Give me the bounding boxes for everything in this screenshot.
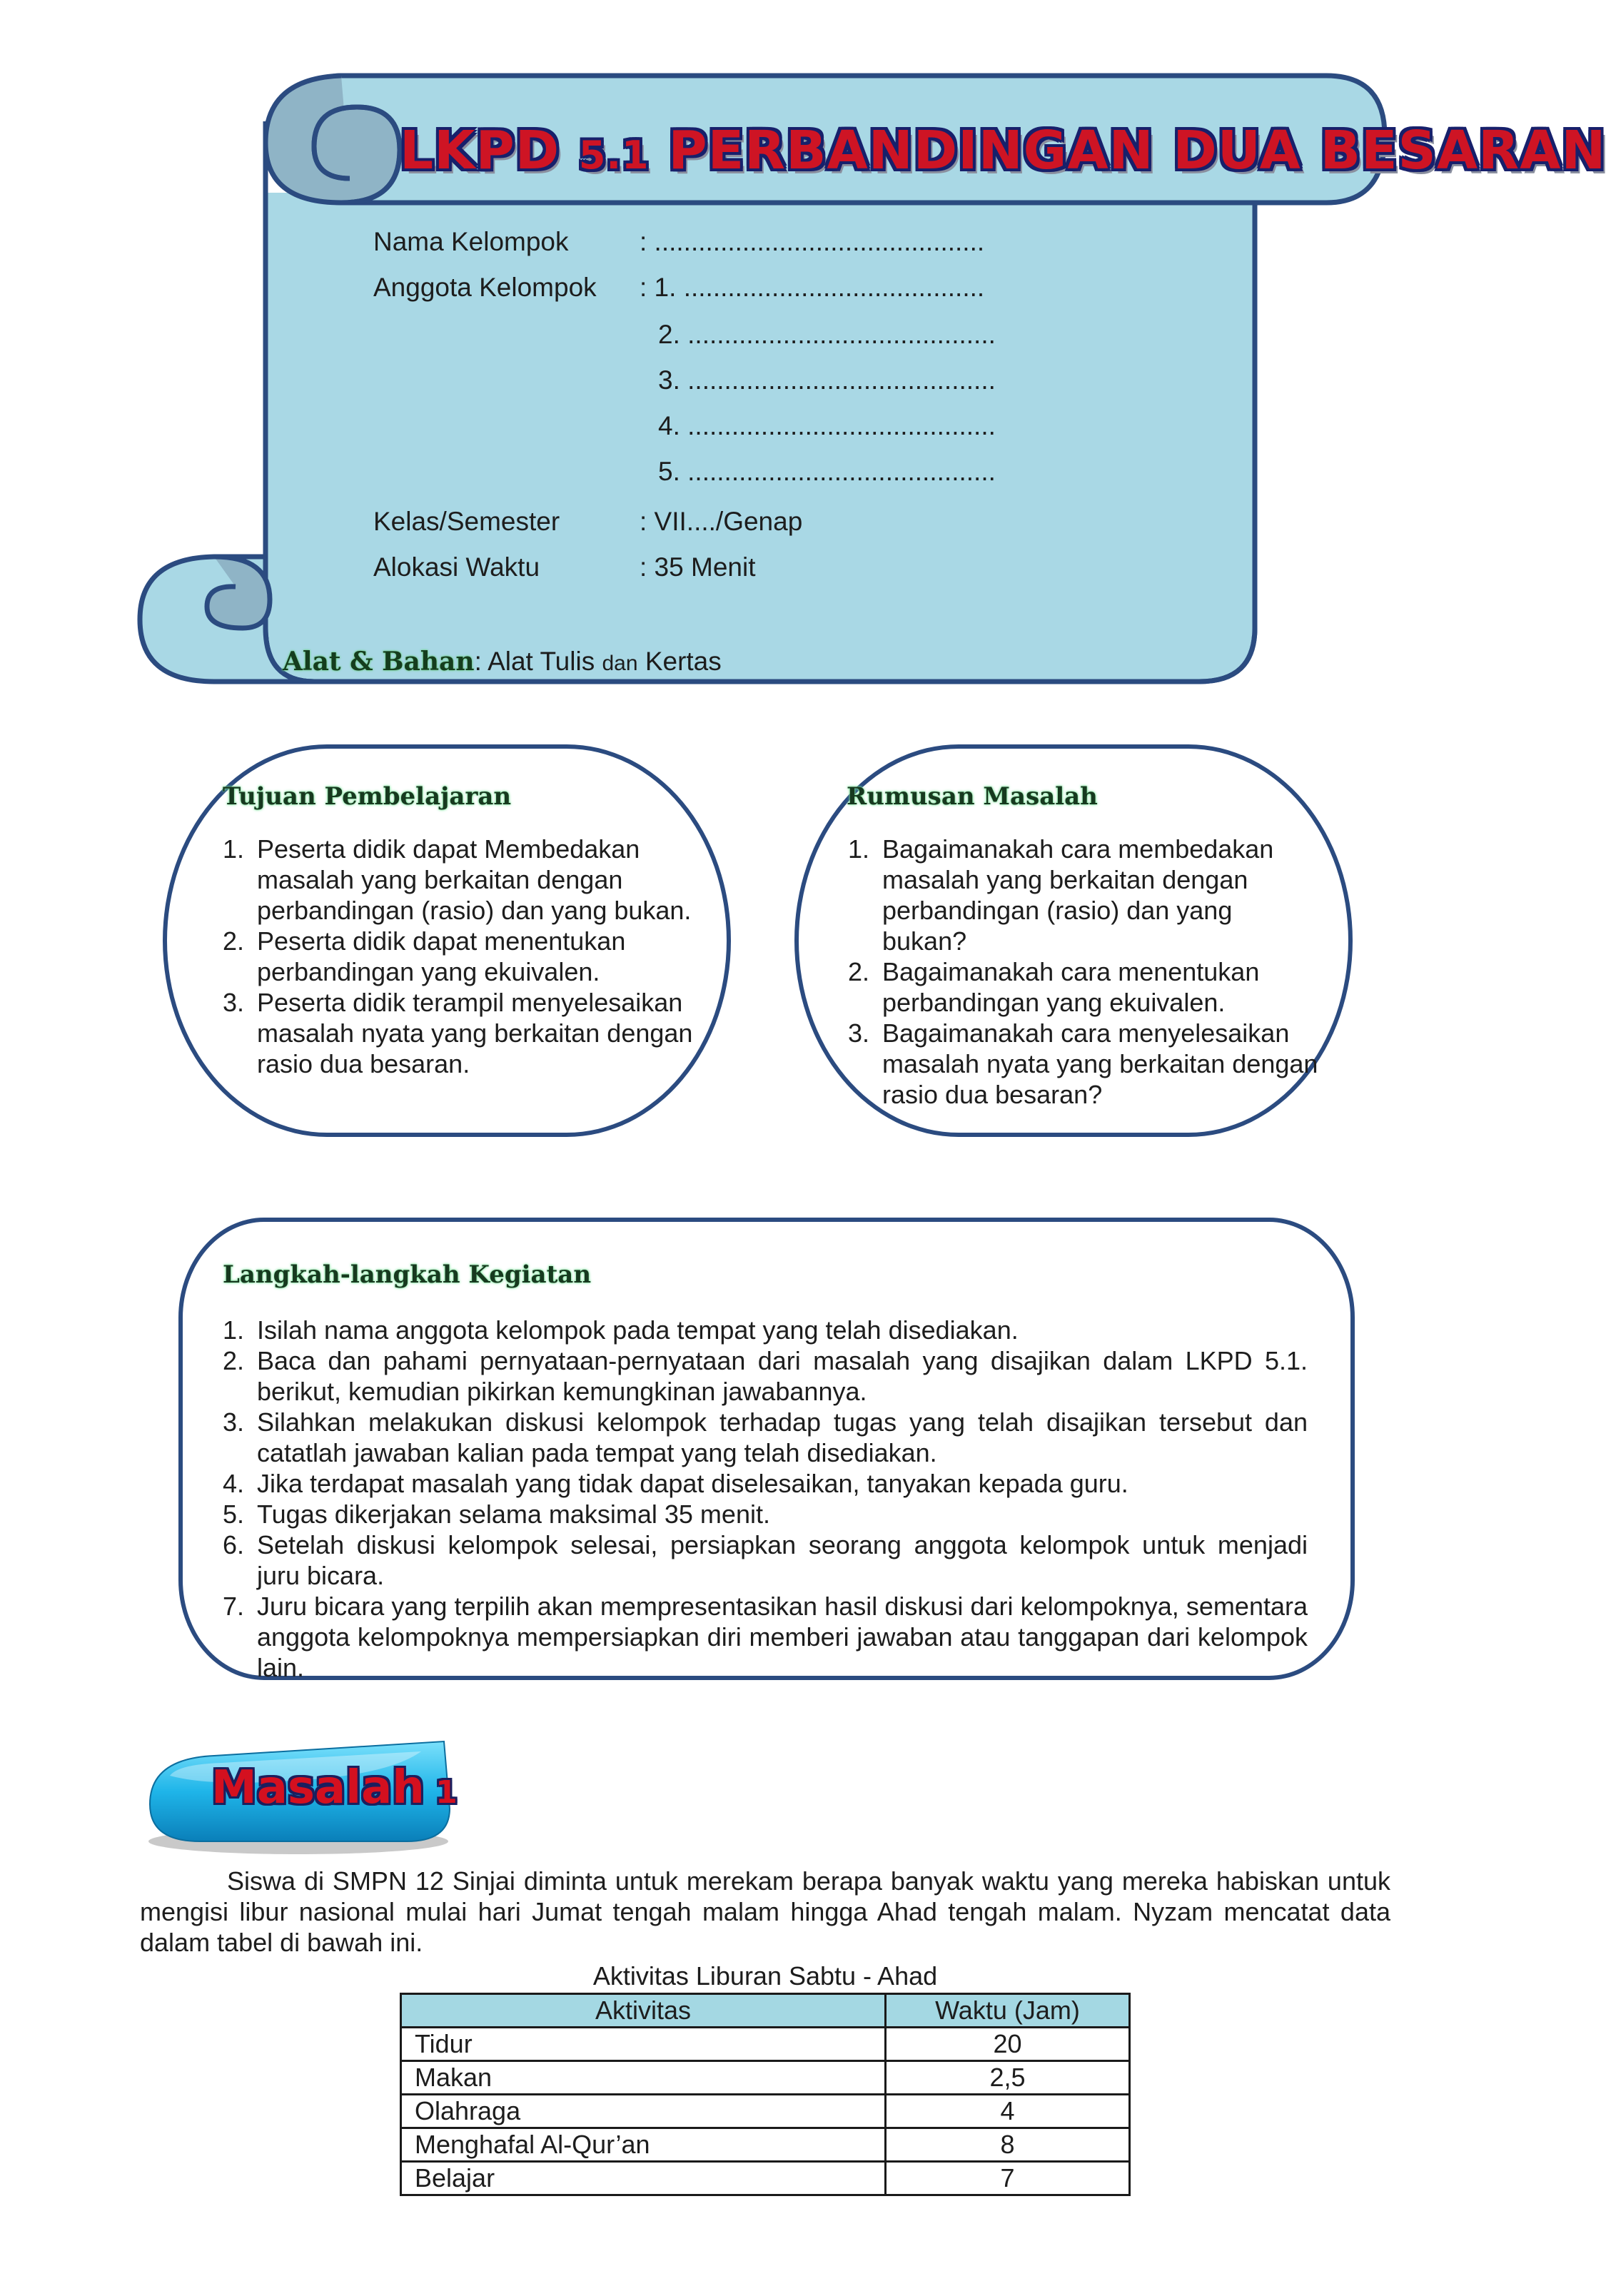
table-cell: Belajar bbox=[401, 2162, 886, 2195]
problem-formulation-heading: Rumusan Masalah bbox=[847, 782, 1098, 811]
group-member-4: 4. .......................................... bbox=[658, 411, 996, 440]
list-item: 7. Juru bicara yang terpilih akan mempresentasikan hasil diskusi dari kelompoknya, sementara anggota kelompoknya mempersiapkan diri memberi jawaban atau tanggapan dari kelompok lain. bbox=[223, 1592, 1308, 1682]
table-cell: 20 bbox=[886, 2028, 1130, 2061]
column-header: Aktivitas bbox=[401, 1994, 886, 2028]
table-cell: Menghafal Al-Qur’an bbox=[401, 2128, 886, 2162]
time-allocation-label: Alokasi Waktu bbox=[373, 552, 540, 582]
list-item: 4. Jika terdapat masalah yang tidak dapat diselesaikan, tanyakan kepada guru. bbox=[223, 1469, 1128, 1498]
table-cell: 8 bbox=[886, 2128, 1130, 2162]
time-allocation-value: : 35 Menit bbox=[640, 552, 756, 582]
table-cell: Tidur bbox=[401, 2028, 886, 2061]
problem-formulation-list bbox=[848, 834, 1319, 1110]
table-cell: 2,5 bbox=[886, 2061, 1130, 2095]
masalah-badge-title: Masalah 1 bbox=[211, 1761, 458, 1814]
scroll-banner bbox=[0, 0, 1606, 699]
group-member-1: : 1. ......................................... bbox=[640, 273, 985, 302]
list-item: 5. Tugas dikerjakan selama maksimal 35 menit. bbox=[223, 1500, 770, 1529]
table-cell: 7 bbox=[886, 2162, 1130, 2195]
tools-materials: Alat & Bahan: Alat Tulis dan Kertas bbox=[283, 647, 722, 677]
list-item: 1. Peserta didik dapat Membedakan masalah yang berkaitan dengan perbandingan (rasio) dan yang bukan. bbox=[223, 834, 692, 925]
group-member-2: 2. .......................................... bbox=[658, 320, 996, 349]
list-item: 3. Peserta didik terampil menyelesaikan masalah nyata yang berkaitan dengan rasio dua besaran. bbox=[223, 988, 693, 1078]
table-header-row bbox=[401, 1994, 1130, 2028]
table-caption: Aktivitas Liburan Sabtu - Ahad bbox=[592, 1961, 938, 1991]
group-member-3: 3. .......................................... bbox=[658, 365, 996, 395]
list-item: 3. Bagaimanakah cara menyelesaikan masalah nyata yang berkaitan dengan rasio dua besaran? bbox=[848, 1018, 1318, 1109]
table-cell: Makan bbox=[401, 2061, 886, 2095]
table-row bbox=[401, 2162, 1130, 2195]
column-header: Waktu (Jam) bbox=[886, 1994, 1130, 2028]
group-name-label: Nama Kelompok bbox=[373, 227, 569, 256]
table-row bbox=[401, 2095, 1130, 2128]
table-cell: Olahraga bbox=[401, 2095, 886, 2128]
worksheet-title: LKPD 5.1 PERBANDINGAN DUA BESARAN bbox=[400, 120, 1606, 181]
tools-label: Alat & Bahan bbox=[283, 647, 475, 677]
group-members-label: Anggota Kelompok bbox=[373, 273, 597, 302]
problem-paragraph: Siswa di SMPN 12 Sinjai diminta untuk merekam berapa banyak waktu yang mereka habiskan untuk mengisi libur nasional mulai hari Jumat tengah malam hingga Ahad tengah malam. Nyzam mencatat data dalam tabel di bawah ini. bbox=[140, 1866, 1390, 1957]
list-item: 1. Bagaimanakah cara membedakan masalah yang berkaitan dengan perbandingan (rasio) dan yang bukan? bbox=[848, 834, 1274, 956]
class-semester-value: : VII..../Genap bbox=[640, 507, 803, 536]
list-item: 1. Isilah nama anggota kelompok pada tempat yang telah disediakan. bbox=[223, 1315, 1019, 1345]
group-member-5: 5. .......................................... bbox=[658, 457, 996, 486]
list-item: 3. Silahkan melakukan diskusi kelompok terhadap tugas yang telah disajikan tersebut dan catatlah jawaban kalian pada tempat yang telah disediakan. bbox=[223, 1407, 1308, 1467]
group-name-value: : ............................................. bbox=[640, 227, 985, 256]
activity-table bbox=[400, 1993, 1131, 2196]
list-item: 2. Baca dan pahami pernyataan-pernyataan dari masalah yang disajikan dalam LKPD 5.1. berikut, kemudian pikirkan kemungkinan jawabannya. bbox=[223, 1346, 1308, 1406]
learning-objectives-list bbox=[223, 834, 694, 1079]
list-item: 2. Peserta didik dapat menentukan perbandingan yang ekuivalen. bbox=[223, 926, 626, 986]
class-semester-label: Kelas/Semester bbox=[373, 507, 560, 536]
list-item: 2. Bagaimanakah cara menentukan perbandingan yang ekuivalen. bbox=[848, 957, 1260, 1017]
learning-objectives-heading: Tujuan Pembelajaran bbox=[223, 782, 512, 811]
table-cell: 4 bbox=[886, 2095, 1130, 2128]
list-item: 6. Setelah diskusi kelompok selesai, persiapkan seorang anggota kelompok untuk menjadi juru bicara. bbox=[223, 1530, 1308, 1590]
activity-steps-heading: Langkah-langkah Kegiatan bbox=[223, 1260, 592, 1289]
table-row bbox=[401, 2061, 1130, 2095]
table-row bbox=[401, 2028, 1130, 2061]
table-row bbox=[401, 2128, 1130, 2162]
activity-steps-list bbox=[223, 1315, 1308, 1683]
